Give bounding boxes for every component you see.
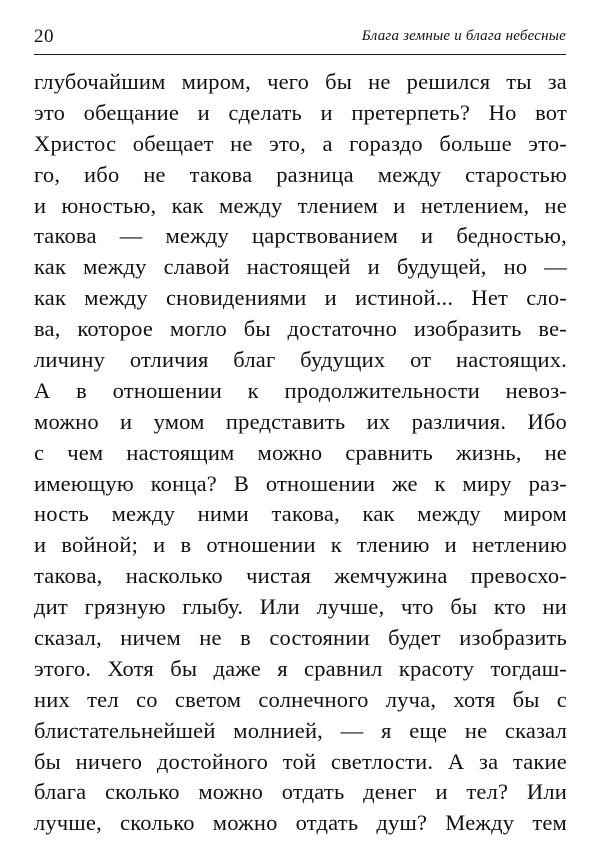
running-header: [34, 24, 566, 55]
text-line: блистательнейшей молнией, — я еще не сказал: [34, 717, 567, 743]
text-line: это обещание и сделать и претерпеть? Но вот: [34, 99, 567, 125]
text-line: с чем настоящим можно сравнить жизнь, не: [34, 439, 567, 465]
text-line: как между славой настоящей и будущей, но —: [34, 254, 567, 280]
text-line: такова — между царствованием и бедностью,: [34, 223, 567, 249]
page-number: 20: [34, 26, 54, 47]
text-line: такова, насколько чистая жемчужина превосхо-: [34, 563, 567, 589]
body-text: [34, 67, 567, 839]
text-line: го, ибо не такова разница между старостью: [34, 161, 567, 187]
text-line: глубочайшим миром, чего бы не решился ты за: [34, 69, 567, 94]
text-line: Христос обещает не это, а гораздо больше это-: [34, 130, 567, 156]
text-line: них тел со светом солнечного луча, хотя бы с: [34, 686, 567, 712]
text-line: сказал, ничем не в состоянии будет изобразить: [34, 625, 567, 651]
text-line: и войной; и в отношении к тлению и нетлению: [34, 532, 567, 558]
text-line: этого. Хотя бы даже я сравнил красоту тогдаш-: [34, 655, 567, 681]
text-line: и юностью, как между тлением и нетлением, не: [34, 192, 567, 218]
text-line: можно и умом представить их различия. Ибо: [34, 408, 567, 434]
text-line: как между сновидениями и истиной... Нет сло-: [34, 285, 567, 311]
text-line: ность между ними такова, как между миром: [34, 501, 567, 527]
text-line: бы ничего достойного той светлости. А за такие: [34, 748, 567, 774]
text-line: личину отличия благ будущих от настоящих.: [34, 347, 567, 373]
running-title: Блага земные и блага небесные: [361, 28, 566, 44]
text-line: ва, которое могло бы достаточно изобразить ве-: [34, 316, 567, 342]
text-line: А в отношении к продолжительности невоз-: [34, 377, 567, 403]
text-line: блага сколько можно отдать денег и тел? Или: [34, 779, 567, 805]
text-line: лучше, сколько можно отдать душ? Между тем: [34, 810, 567, 836]
text-line: имеющую конца? В отношении же к миру раз-: [34, 470, 567, 496]
text-line: дит грязную глыбу. Или лучше, что бы кто ни: [34, 594, 567, 620]
